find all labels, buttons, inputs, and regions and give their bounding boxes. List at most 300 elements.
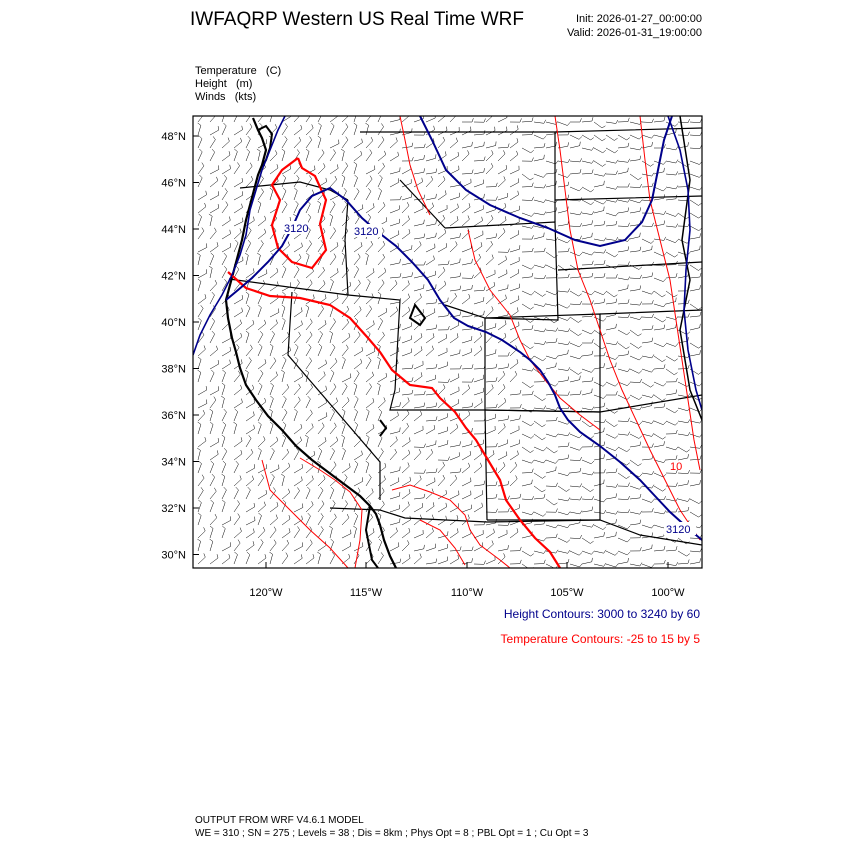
wind-barb: [558, 159, 570, 163]
wind-barb: [210, 474, 215, 486]
wind-barb: [210, 554, 218, 564]
wind-barb: [306, 384, 313, 395]
wind-barb: [462, 150, 469, 161]
wind-barb: [522, 368, 534, 371]
wind-barb: [294, 477, 302, 487]
wind-barb: [414, 372, 422, 382]
wind-barb: [342, 267, 349, 278]
wind-barb: [246, 124, 252, 135]
wind-barb: [414, 261, 426, 265]
wind-barb: [630, 330, 642, 336]
wind-barb: [570, 158, 582, 162]
wind-barb: [390, 280, 397, 291]
wind-barb: [474, 231, 483, 239]
wind-barb: [222, 347, 231, 356]
wind-barb: [498, 508, 509, 512]
wind-barb: [282, 489, 290, 499]
wind-barb: [582, 507, 593, 512]
init-time: Init: 2026-01-27_00:00:00: [576, 13, 702, 25]
wind-barb: [630, 286, 641, 292]
wind-barb: [642, 455, 653, 460]
wind-barb: [510, 475, 517, 486]
wind-barb: [330, 448, 335, 460]
wind-barb: [402, 502, 409, 512]
wind-barb: [606, 120, 618, 124]
wind-barb: [630, 434, 642, 439]
wind-barb: [258, 475, 264, 487]
wind-barb: [522, 496, 534, 500]
wind-barb: [570, 564, 582, 567]
wind-barb: [666, 421, 678, 425]
wind-barb: [594, 299, 605, 304]
wind-barb: [294, 487, 300, 499]
wind-barb: [258, 554, 266, 564]
wind-barb: [318, 372, 325, 383]
wind-barb: [402, 112, 410, 122]
wind-barb: [546, 407, 558, 410]
wind-barb: [498, 150, 505, 161]
wind-barb: [222, 151, 230, 161]
wind-barb: [570, 369, 582, 375]
wind-barb: [450, 138, 458, 148]
wind-barb: [342, 282, 351, 291]
wind-barb: [558, 317, 570, 321]
wind-barb: [450, 350, 460, 357]
wind-barb: [258, 359, 266, 369]
wind-barb: [666, 324, 676, 330]
wind-barb: [666, 455, 677, 460]
wind-barb: [282, 396, 286, 408]
wind-barb: [426, 375, 436, 382]
wind-barb: [306, 332, 312, 343]
wind-barb: [245, 253, 248, 265]
wind-barb: [666, 390, 677, 396]
wind-barb: [414, 403, 425, 408]
lat-tick-label: 34°N: [161, 456, 186, 469]
wind-barb: [402, 528, 410, 538]
wind-barb: [318, 280, 325, 291]
wind-barb: [330, 462, 336, 473]
wind-barb: [462, 285, 472, 291]
wind-barb: [246, 399, 255, 408]
wind-barb: [318, 399, 327, 408]
wind-barb: [426, 449, 433, 460]
wind-barb: [390, 528, 398, 538]
wind-barb: [233, 422, 236, 434]
wind-barb: [402, 143, 413, 148]
wind-barb: [414, 545, 424, 551]
wind-barb: [198, 243, 207, 252]
wind-barb: [378, 332, 385, 343]
wind-barb: [654, 434, 666, 439]
wind-barb: [402, 390, 413, 395]
wind-barb: [306, 527, 312, 539]
wind-barb: [618, 159, 630, 163]
wind-barb: [534, 395, 546, 401]
wind-barb: [594, 273, 605, 278]
wind-barb: [198, 305, 203, 317]
wind-barb: [198, 149, 202, 161]
wind-barb: [378, 463, 386, 473]
wind-barb: [330, 370, 334, 382]
wind-barb: [366, 137, 373, 148]
wind-barb: [210, 331, 215, 343]
wind-barb: [342, 319, 349, 330]
wind-barb: [486, 323, 496, 330]
wind-barb: [486, 306, 493, 317]
wind-barb: [378, 373, 387, 382]
wind-barb: [510, 245, 520, 252]
wind-barb: [222, 175, 227, 187]
wind-barb: [198, 370, 201, 382]
wind-barb: [582, 407, 594, 410]
wind-barb: [210, 242, 218, 252]
wind-barb: [630, 421, 642, 425]
wind-barb: [414, 294, 422, 304]
wind-barb: [318, 344, 322, 356]
wind-barb: [306, 476, 313, 486]
wind-barb: [330, 123, 334, 135]
wind-barb: [510, 284, 520, 291]
wind-barb: [366, 488, 373, 499]
wind-barb: [582, 300, 594, 304]
wind-barb: [270, 188, 273, 200]
wind-barb: [438, 312, 449, 317]
wind-barb: [438, 190, 446, 200]
wind-barb: [618, 314, 630, 318]
wind-barb: [690, 548, 702, 552]
wind-barb: [270, 515, 278, 525]
wind-barb: [438, 413, 447, 421]
co-border: [485, 314, 600, 412]
wind-barb: [498, 165, 507, 174]
wind-barb: [354, 306, 361, 317]
wind-barb: [498, 398, 506, 408]
wind-barb: [282, 188, 286, 200]
valid-time: Valid: 2026-01-31_19:00:00: [567, 27, 702, 39]
wind-barb: [570, 212, 582, 215]
wind-barb: [630, 200, 642, 203]
wind-barb: [390, 167, 400, 174]
wind-barb: [426, 489, 433, 499]
wind-barb: [654, 403, 665, 408]
wind-barb: [210, 422, 213, 434]
wind-barb: [330, 176, 337, 187]
wind-barb: [210, 177, 218, 187]
wind-barb: [642, 355, 654, 358]
wind-barb: [498, 127, 507, 135]
wind-barb: [246, 517, 255, 525]
wind-barb: [462, 505, 472, 512]
wind-barb: [342, 463, 350, 473]
wind-barb: [197, 448, 200, 460]
wind-barb: [246, 331, 249, 343]
wind-barb: [450, 374, 459, 383]
wind-barb: [269, 552, 272, 564]
wind-barb: [342, 422, 345, 434]
model-info-line-2: WE = 310 ; SN = 275 ; Levels = 38 ; Dis = 8km ; Phys Opt = 8 ; PBL Opt = 1 ; Cu Opt = 3: [195, 828, 589, 839]
wind-barb: [342, 487, 345, 499]
wind-barb: [402, 165, 411, 174]
wind-barb: [546, 447, 558, 453]
field-height-label: Height (m): [195, 78, 253, 90]
wind-barb: [618, 496, 630, 500]
wind-barb: [234, 461, 239, 473]
wind-barb: [474, 430, 485, 434]
wind-barb: [390, 412, 398, 421]
wind-barb: [582, 389, 592, 395]
wind-barb: [486, 426, 495, 434]
wind-barb: [426, 403, 437, 408]
wind-barb: [390, 259, 400, 265]
wind-barb: [450, 259, 460, 266]
wind-barb: [498, 311, 509, 317]
wind-barb: [534, 275, 546, 279]
wind-barb: [198, 294, 206, 304]
wind-barb: [642, 239, 654, 243]
wind-barb: [258, 490, 267, 499]
wind-barb: [246, 136, 250, 148]
wind-barb: [414, 554, 421, 565]
wind-barb: [390, 437, 397, 448]
wind-barb: [258, 201, 261, 213]
wind-barb: [534, 550, 546, 553]
wind-barb: [270, 372, 278, 382]
wind-barb: [534, 212, 546, 215]
wind-barb: [330, 500, 335, 512]
wind-barb: [570, 330, 582, 336]
lon-tick-label: 115°W: [349, 587, 383, 599]
wind-barb: [402, 349, 411, 357]
wind-barb: [342, 374, 351, 383]
wind-barb: [486, 481, 497, 486]
wind-barb: [426, 194, 436, 200]
wind-barb: [654, 511, 666, 514]
wind-barb: [294, 424, 302, 434]
lat-tick-label: 46°N: [161, 177, 186, 190]
wind-barb: [486, 384, 493, 395]
wind-barb: [450, 152, 459, 161]
wind-barb: [354, 409, 358, 421]
wind-barb: [606, 324, 616, 330]
wind-barb: [209, 214, 212, 226]
wind-barb: [462, 491, 471, 499]
wind-barb: [630, 369, 642, 373]
wind-barb: [426, 559, 437, 564]
wind-barb: [690, 119, 702, 123]
wind-barb: [306, 149, 309, 161]
wind-barb: [342, 111, 349, 122]
wind-barb: [390, 196, 401, 200]
wind-barb: [438, 544, 448, 551]
wind-barb: [486, 196, 498, 200]
wind-barb: [486, 241, 493, 252]
wind-barb: [462, 336, 472, 343]
wind-barb: [414, 476, 421, 487]
wind-barb: [498, 545, 509, 551]
wind-barb: [198, 136, 202, 148]
wind-barb: [486, 443, 497, 447]
wind-barb: [666, 224, 678, 228]
wind-barb: [354, 293, 361, 304]
wind-barb: [270, 331, 275, 343]
wind-barb: [198, 422, 201, 434]
wind-barb: [390, 138, 397, 149]
wind-barb: [222, 448, 227, 460]
wind-barb: [690, 350, 701, 356]
wind-barb: [305, 435, 308, 447]
wind-barb: [414, 391, 425, 395]
wind-barb: [558, 174, 570, 178]
wind-barb: [678, 480, 689, 486]
wind-barb: [630, 486, 642, 489]
wind-barb: [450, 193, 460, 200]
wind-barb: [618, 208, 629, 214]
wind-barb: [474, 297, 484, 304]
wind-barb: [690, 161, 702, 165]
wind-barb: [210, 318, 215, 330]
wind-barb: [306, 253, 309, 265]
wind-barb: [462, 216, 469, 227]
wind-barb: [606, 186, 618, 189]
wind-barb: [282, 553, 288, 564]
wind-barb: [222, 461, 226, 473]
wind-barb: [474, 346, 482, 356]
lat-tick-label: 42°N: [161, 270, 186, 283]
wind-barb: [270, 164, 278, 174]
wind-barb: [522, 197, 534, 201]
wind-barb: [438, 176, 445, 187]
wind-barb: [438, 379, 450, 383]
wind-barb: [606, 291, 617, 297]
field-temperature-label: Temperature (C): [195, 65, 282, 77]
wind-barb: [570, 169, 581, 174]
wind-barb: [354, 151, 362, 161]
wind-barb: [474, 268, 481, 279]
wind-barb: [534, 174, 546, 177]
wind-barb: [426, 468, 437, 473]
wind-barb: [558, 525, 570, 528]
wind-barb: [270, 437, 278, 447]
wind-barb: [486, 127, 495, 135]
wind-barb: [282, 332, 289, 343]
wind-barb: [594, 260, 605, 265]
wind-barb: [342, 201, 347, 213]
wind-barb: [546, 417, 557, 421]
wind-barb: [462, 530, 471, 538]
wind-barb: [582, 551, 594, 554]
wind-barb: [606, 421, 618, 427]
wind-barb: [582, 496, 594, 500]
wind-barb: [450, 166, 459, 174]
wind-barb: [222, 138, 229, 148]
wind-barb: [594, 291, 606, 295]
temperature-contour-legend: Temperature Contours: -25 to 15 by 5: [500, 632, 700, 646]
wind-barb: [270, 540, 276, 551]
wind-barb: [317, 201, 320, 213]
wind-barb: [498, 256, 507, 265]
wind-barb: [534, 434, 546, 440]
wind-barb: [258, 216, 266, 226]
wind-barb: [498, 144, 509, 149]
wind-barb: [498, 440, 507, 448]
wind-barb: [654, 356, 666, 362]
wind-barb: [546, 161, 558, 164]
wind-barb: [654, 117, 665, 122]
wind-barb: [366, 294, 373, 305]
wind-barb: [294, 137, 301, 148]
wind-barb: [594, 200, 606, 204]
wind-barb: [462, 244, 471, 252]
wind-barb: [294, 175, 299, 187]
wind-barb: [690, 456, 701, 461]
wind-barb: [245, 370, 248, 382]
wind-barb: [246, 552, 250, 564]
wind-barb: [474, 157, 485, 161]
wind-barb: [570, 391, 581, 396]
wind-barb: [210, 253, 214, 265]
wind-barb: [534, 155, 544, 161]
wind-barb: [630, 247, 641, 252]
wind-barb: [390, 492, 400, 499]
wind-barb: [690, 304, 702, 310]
wind-barb: [522, 158, 534, 162]
wind-barb: [642, 525, 654, 528]
wind-barb: [582, 261, 593, 265]
wind-barb: [450, 204, 458, 213]
wind-barb: [570, 376, 580, 382]
wind-barb: [210, 149, 215, 161]
wind-barb: [294, 321, 302, 330]
wind-barb: [330, 514, 336, 525]
wind-barb: [654, 343, 666, 347]
wind-barb: [510, 206, 520, 213]
wind-barb: [426, 299, 437, 304]
wind-barb: [282, 123, 288, 135]
wind-barbs: [197, 110, 702, 570]
wind-barb: [606, 237, 618, 241]
wind-barb: [570, 417, 581, 421]
wind-barb: [486, 215, 493, 226]
wind-barb: [570, 118, 582, 122]
wind-barb: [534, 120, 546, 124]
wind-barb: [318, 136, 321, 148]
wind-barb: [546, 328, 558, 332]
wind-barb: [318, 487, 323, 499]
wind-barb: [318, 267, 325, 278]
wind-barb: [438, 475, 445, 486]
wind-barb: [594, 525, 606, 530]
wind-barb: [306, 424, 313, 435]
wind-barb: [270, 150, 277, 161]
wind-barb: [474, 388, 484, 395]
wind-barb: [630, 302, 642, 306]
wind-barb: [558, 122, 570, 126]
wind-barb: [510, 415, 520, 421]
field-winds-label: Winds (kts): [195, 91, 257, 103]
wind-barb: [294, 542, 303, 551]
wind-barb: [558, 220, 569, 226]
wind-barb: [222, 516, 231, 525]
wind-barb: [582, 117, 593, 122]
wind-barb: [678, 213, 690, 219]
wind-barb: [558, 341, 570, 344]
wind-barb: [341, 149, 344, 161]
wind-barb: [390, 273, 401, 278]
lon-tick-label: 110°W: [450, 587, 484, 599]
wind-barb: [378, 175, 382, 187]
wind-barb: [234, 371, 240, 382]
